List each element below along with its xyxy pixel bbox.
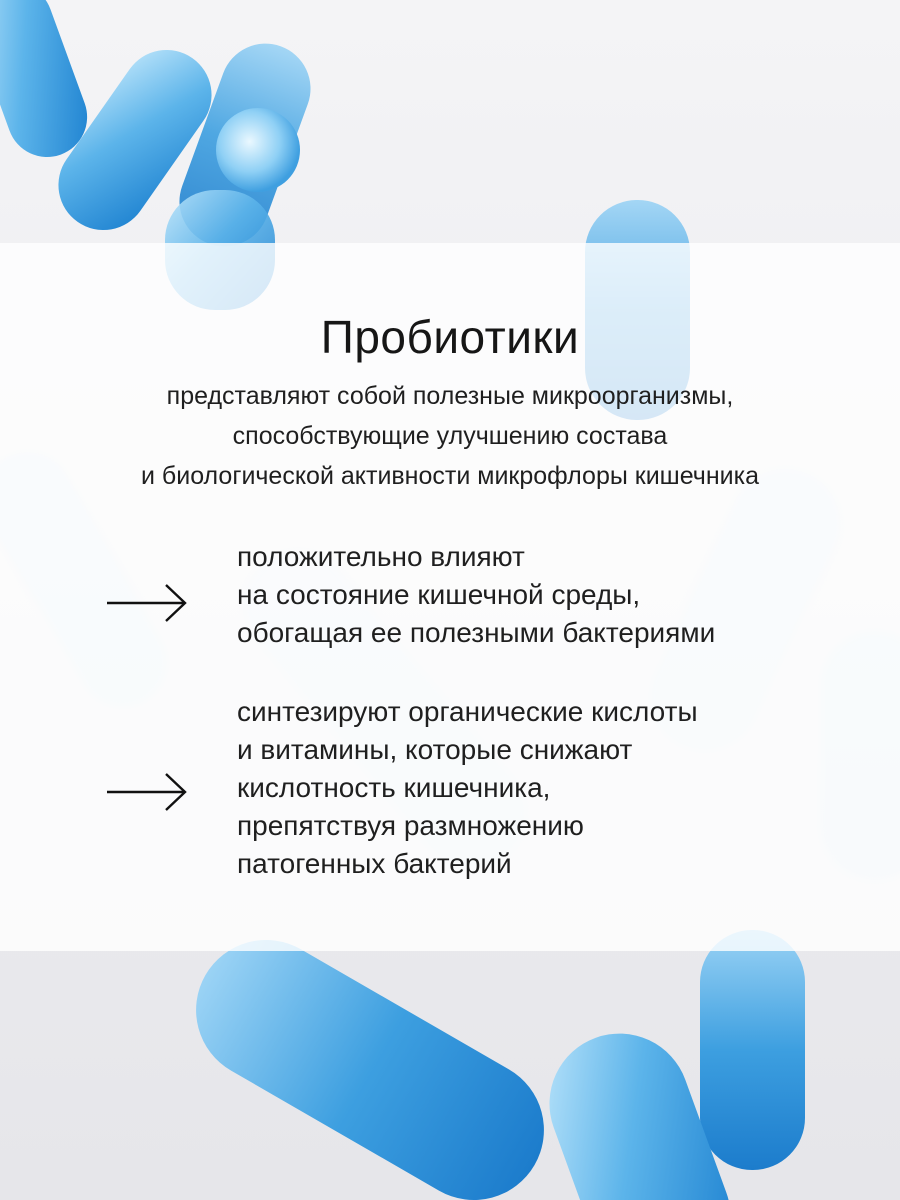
benefit-text-1 <box>237 538 877 652</box>
page-title: Пробиотики <box>320 311 580 363</box>
benefit-line: патогенных бактерий <box>237 848 512 879</box>
subtitle-line: способствующие улучшению состава <box>232 422 668 450</box>
subtitle <box>40 376 860 496</box>
arrow-right-icon <box>106 771 188 813</box>
subtitle-line: и биологической активности микрофлоры кишечника <box>141 462 759 490</box>
bacterium-bottom-1 <box>170 914 569 1200</box>
arrow-right-icon <box>106 582 188 624</box>
benefit-text-2 <box>237 693 877 883</box>
subtitle-line: представляют собой полезные микроорганизмы, <box>166 382 734 410</box>
benefit-line: и витамины, которые снижают <box>237 734 633 765</box>
benefit-line: обогащая ее полезными бактериями <box>237 617 716 648</box>
benefit-line: кислотность кишечника, <box>237 772 551 803</box>
bacterium-sphere <box>216 108 300 192</box>
benefit-line: синтезируют органические кислоты <box>237 696 698 727</box>
bacterium-bottom-2 <box>700 930 805 1170</box>
benefit-line: на состояние кишечной среды, <box>237 579 641 610</box>
benefit-line: препятствуя размножению <box>237 810 584 841</box>
benefit-line: положительно влияют <box>237 541 525 572</box>
